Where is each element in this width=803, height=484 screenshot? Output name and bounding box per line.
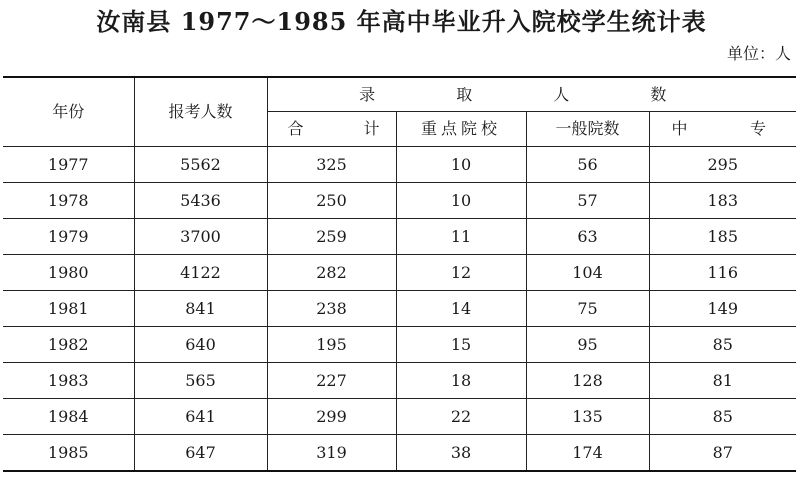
cell-vocational: 185 (649, 219, 796, 255)
column-header-vocational-part-1: 中 (671, 119, 688, 138)
cell-total: 299 (267, 399, 396, 435)
cell-applicants: 565 (134, 363, 267, 399)
cell-vocational: 85 (649, 327, 796, 363)
cell-key-institutions: 10 (396, 147, 526, 183)
cell-year: 1982 (3, 327, 134, 363)
cell-total: 250 (267, 183, 396, 219)
cell-general-institutions: 128 (526, 363, 649, 399)
column-header-vocational (649, 112, 796, 147)
cell-total: 319 (267, 435, 396, 472)
cell-key-institutions: 11 (396, 219, 526, 255)
cell-year: 1977 (3, 147, 134, 183)
cell-year: 1978 (3, 183, 134, 219)
cell-key-institutions: 10 (396, 183, 526, 219)
cell-applicants: 841 (134, 291, 267, 327)
cell-applicants: 647 (134, 435, 267, 472)
cell-year: 1980 (3, 255, 134, 291)
cell-total: 195 (267, 327, 396, 363)
unit-label: 单位：人 (726, 44, 791, 63)
cell-year: 1983 (3, 363, 134, 399)
header-row-primary (3, 77, 796, 112)
cell-key-institutions: 12 (396, 255, 526, 291)
cell-total: 325 (267, 147, 396, 183)
cell-year: 1984 (3, 399, 134, 435)
admission-statistics-table (3, 76, 796, 472)
cell-key-institutions: 38 (396, 435, 526, 472)
cell-general-institutions: 135 (526, 399, 649, 435)
cell-year: 1981 (3, 291, 134, 327)
cell-key-institutions: 22 (396, 399, 526, 435)
cell-total: 227 (267, 363, 396, 399)
cell-vocational: 81 (649, 363, 796, 399)
column-header-applicants: 报考人数 (134, 77, 267, 147)
cell-applicants: 5436 (134, 183, 267, 219)
column-group-header-admitted: 录 取 人 数 (267, 77, 796, 112)
table-row (3, 435, 796, 472)
column-header-general-institutions: 一般院数 (526, 112, 649, 147)
table-body (3, 147, 796, 472)
cell-applicants: 4122 (134, 255, 267, 291)
table-row (3, 219, 796, 255)
table-row (3, 147, 796, 183)
column-header-total-part-1: 合 (287, 119, 304, 138)
cell-vocational: 116 (649, 255, 796, 291)
column-header-total-part-2: 计 (363, 119, 380, 138)
column-header-vocational-part-2: 专 (750, 119, 767, 138)
cell-applicants: 3700 (134, 219, 267, 255)
table-row (3, 363, 796, 399)
cell-general-institutions: 75 (526, 291, 649, 327)
table-row (3, 183, 796, 219)
cell-general-institutions: 56 (526, 147, 649, 183)
cell-general-institutions: 174 (526, 435, 649, 472)
cell-vocational: 87 (649, 435, 796, 472)
cell-applicants: 641 (134, 399, 267, 435)
cell-key-institutions: 14 (396, 291, 526, 327)
column-header-key-institutions: 重点院校 (396, 112, 526, 147)
cell-applicants: 640 (134, 327, 267, 363)
cell-total: 282 (267, 255, 396, 291)
cell-general-institutions: 104 (526, 255, 649, 291)
cell-vocational: 183 (649, 183, 796, 219)
table-row (3, 291, 796, 327)
cell-key-institutions: 18 (396, 363, 526, 399)
cell-total: 238 (267, 291, 396, 327)
cell-general-institutions: 95 (526, 327, 649, 363)
table-header (3, 77, 796, 147)
column-header-year: 年份 (3, 77, 134, 147)
cell-vocational: 149 (649, 291, 796, 327)
cell-key-institutions: 15 (396, 327, 526, 363)
cell-applicants: 5562 (134, 147, 267, 183)
cell-year: 1985 (3, 435, 134, 472)
cell-general-institutions: 57 (526, 183, 649, 219)
cell-vocational: 85 (649, 399, 796, 435)
cell-year: 1979 (3, 219, 134, 255)
table-row (3, 255, 796, 291)
table-row (3, 327, 796, 363)
cell-general-institutions: 63 (526, 219, 649, 255)
cell-total: 259 (267, 219, 396, 255)
table-title: 汝南县 1977～1985 年高中毕业升入院校学生统计表 (96, 7, 707, 36)
column-header-total (267, 112, 396, 147)
table-row (3, 399, 796, 435)
cell-vocational: 295 (649, 147, 796, 183)
